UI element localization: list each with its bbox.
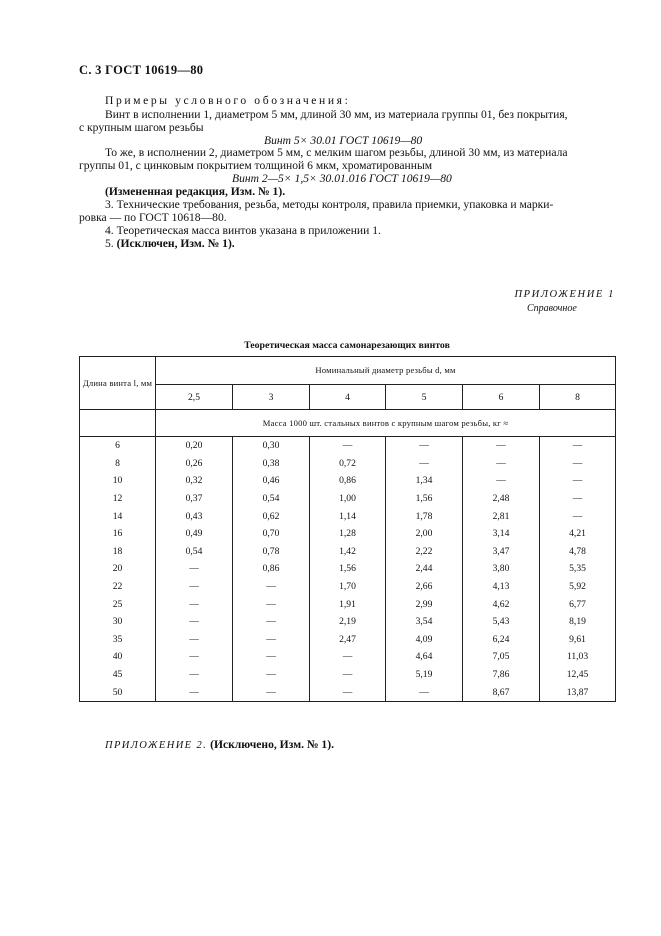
mass-cell: 0,30 <box>233 437 310 455</box>
mass-cell: — <box>310 437 386 455</box>
mass-cell: — <box>156 613 233 631</box>
mass-cell: 2,22 <box>386 543 463 561</box>
mass-cell: 2,48 <box>463 490 540 508</box>
table-row <box>80 507 616 525</box>
mass-cell: 0,37 <box>156 490 233 508</box>
mass-cell: 0,32 <box>156 472 233 490</box>
mass-cell: 12,45 <box>540 666 616 684</box>
mass-header: Масса 1000 шт. стальных винтов с крупным шагом резьбы, кг ≈ <box>262 417 509 428</box>
mass-cell: — <box>156 560 233 578</box>
appendix-2 <box>105 738 334 753</box>
length-cell: 30 <box>80 613 156 631</box>
length-cell: 22 <box>80 578 156 596</box>
mass-cell: 8,67 <box>463 683 540 701</box>
mass-cell: 2,66 <box>386 578 463 596</box>
mass-cell: — <box>310 683 386 701</box>
mass-cell: — <box>310 666 386 684</box>
mass-cell: — <box>463 437 540 455</box>
appendix-2-text: (Исключено, Изм. № 1). <box>210 738 334 751</box>
mass-cell: 0,86 <box>310 472 386 490</box>
mass-cell: 6,77 <box>540 595 616 613</box>
mass-cell: — <box>540 490 616 508</box>
mass-cell: 0,62 <box>233 507 310 525</box>
length-cell: 40 <box>80 648 156 666</box>
table-row <box>80 648 616 666</box>
clause-3: 3. Технические требования, резьба, методы контроля, правила приемки, упаковка и марки- <box>105 198 554 211</box>
table-row <box>80 560 616 578</box>
row-header: Длина винта l, мм <box>82 377 153 388</box>
table-row <box>80 613 616 631</box>
clause-5-number: 5. <box>105 237 114 250</box>
examples-title: Примеры условного обозначения: <box>105 94 351 107</box>
mass-cell: 2,00 <box>386 525 463 543</box>
mass-cell: 3,14 <box>463 525 540 543</box>
example-1-text-cont: с крупным шагом резьбы <box>79 121 204 134</box>
diameter-cell: 4 <box>310 385 386 410</box>
empty-cell <box>80 410 156 437</box>
length-cell: 16 <box>80 525 156 543</box>
mass-cell: — <box>386 437 463 455</box>
revision-note: (Измененная редакция, Изм. № 1). <box>105 185 286 198</box>
table-row <box>80 472 616 490</box>
table-row <box>80 455 616 473</box>
length-cell: 14 <box>80 507 156 525</box>
example-2-designation: Винт 2—5× 1,5× 30.01.016 ГОСТ 10619—80 <box>232 172 452 185</box>
mass-cell: 5,35 <box>540 560 616 578</box>
mass-cell: 1,34 <box>386 472 463 490</box>
length-cell: 10 <box>80 472 156 490</box>
mass-cell: 0,54 <box>156 543 233 561</box>
mass-cell: 1,56 <box>386 490 463 508</box>
mass-cell: 2,99 <box>386 595 463 613</box>
mass-cell: 2,47 <box>310 631 386 649</box>
mass-cell: 5,92 <box>540 578 616 596</box>
mass-cell: 5,43 <box>463 613 540 631</box>
mass-cell: 0,46 <box>233 472 310 490</box>
mass-cell: 3,54 <box>386 613 463 631</box>
table-row <box>80 437 616 455</box>
mass-cell: — <box>310 648 386 666</box>
mass-cell: — <box>156 666 233 684</box>
mass-cell: 1,91 <box>310 595 386 613</box>
example-1-designation: Винт 5× 30.01 ГОСТ 10619—80 <box>264 134 423 147</box>
mass-cell: 4,78 <box>540 543 616 561</box>
mass-cell: 4,64 <box>386 648 463 666</box>
mass-cell: 4,62 <box>463 595 540 613</box>
mass-cell: 0,20 <box>156 437 233 455</box>
table-row <box>80 490 616 508</box>
diameter-cell: 6 <box>463 385 540 410</box>
table-row <box>80 666 616 684</box>
mass-cell: — <box>233 666 310 684</box>
mass-cell: — <box>540 437 616 455</box>
table-title: Теоретическая масса самонарезающих винтов <box>244 340 450 351</box>
mass-cell: 0,72 <box>310 455 386 473</box>
mass-cell: 8,19 <box>540 613 616 631</box>
mass-cell: 2,44 <box>386 560 463 578</box>
diameter-cell: 3 <box>233 385 310 410</box>
table-row <box>80 683 616 701</box>
mass-cell: — <box>233 613 310 631</box>
mass-cell: 1,28 <box>310 525 386 543</box>
table-row <box>80 525 616 543</box>
appendix-2-label: ПРИЛОЖЕНИЕ 2. <box>105 740 208 751</box>
diameter-header: Номинальный диаметр резьбы d, мм <box>315 365 456 375</box>
clause-3-cont: ровка — по ГОСТ 10618—80. <box>79 211 227 224</box>
mass-cell: — <box>233 595 310 613</box>
page-header: С. 3 ГОСТ 10619—80 <box>79 63 204 77</box>
mass-cell: 1,42 <box>310 543 386 561</box>
example-1-text: Винт в исполнении 1, диаметром 5 мм, длиной 30 мм, из материала группы 01, без покрытия, <box>105 108 568 121</box>
mass-cell: 5,19 <box>386 666 463 684</box>
mass-cell: 7,86 <box>463 666 540 684</box>
mass-cell: — <box>233 578 310 596</box>
length-cell: 12 <box>80 490 156 508</box>
table-row <box>80 595 616 613</box>
length-cell: 20 <box>80 560 156 578</box>
mass-cell: 1,56 <box>310 560 386 578</box>
diameter-cell: 8 <box>540 385 616 410</box>
mass-cell: — <box>156 648 233 666</box>
mass-cell: 13,87 <box>540 683 616 701</box>
mass-cell: 3,80 <box>463 560 540 578</box>
mass-cell: — <box>463 455 540 473</box>
mass-header-cell <box>156 410 616 437</box>
mass-cell: — <box>540 455 616 473</box>
mass-cell: — <box>156 683 233 701</box>
diameter-cell: 5 <box>386 385 463 410</box>
mass-cell: — <box>233 683 310 701</box>
mass-cell: 1,70 <box>310 578 386 596</box>
row-header-cell <box>80 357 156 410</box>
mass-cell: — <box>540 507 616 525</box>
mass-cell: 0,38 <box>233 455 310 473</box>
table-row <box>80 631 616 649</box>
mass-cell: 4,21 <box>540 525 616 543</box>
table-row <box>80 543 616 561</box>
mass-cell: 0,78 <box>233 543 310 561</box>
clause-5 <box>105 237 235 251</box>
length-cell: 50 <box>80 683 156 701</box>
mass-cell: 11,03 <box>540 648 616 666</box>
diameter-header-cell <box>156 357 616 385</box>
mass-cell: — <box>463 472 540 490</box>
mass-cell: 1,78 <box>386 507 463 525</box>
mass-cell: — <box>540 472 616 490</box>
length-cell: 45 <box>80 666 156 684</box>
mass-cell: 0,70 <box>233 525 310 543</box>
mass-cell: 0,54 <box>233 490 310 508</box>
mass-cell: 4,09 <box>386 631 463 649</box>
mass-cell: 6,24 <box>463 631 540 649</box>
clause-4: 4. Теоретическая масса винтов указана в приложении 1. <box>105 224 381 237</box>
table-body <box>80 437 616 702</box>
example-2-text: То же, в исполнении 2, диаметром 5 мм, с мелким шагом резьбы, длиной 30 мм, из материала <box>105 146 568 159</box>
mass-cell: — <box>156 595 233 613</box>
length-cell: 35 <box>80 631 156 649</box>
appendix-1-sublabel: Справочное <box>527 303 577 314</box>
diameter-cell: 2,5 <box>156 385 233 410</box>
length-cell: 8 <box>80 455 156 473</box>
example-2-text-cont: группы 01, с цинковым покрытием толщиной 6 мкм, хроматированным <box>79 159 433 172</box>
mass-cell: 0,26 <box>156 455 233 473</box>
mass-cell: — <box>386 455 463 473</box>
mass-cell: 4,13 <box>463 578 540 596</box>
clause-5-text: (Исключен, Изм. № 1). <box>116 237 235 250</box>
mass-cell: — <box>233 631 310 649</box>
length-cell: 6 <box>80 437 156 455</box>
table-row <box>80 578 616 596</box>
length-cell: 25 <box>80 595 156 613</box>
appendix-1-label: ПРИЛОЖЕНИЕ 1 <box>514 289 615 300</box>
mass-cell: 2,19 <box>310 613 386 631</box>
mass-cell: — <box>386 683 463 701</box>
mass-cell: 3,47 <box>463 543 540 561</box>
mass-cell: 7,05 <box>463 648 540 666</box>
mass-cell: 0,49 <box>156 525 233 543</box>
length-cell: 18 <box>80 543 156 561</box>
mass-cell: 9,61 <box>540 631 616 649</box>
mass-cell: — <box>233 648 310 666</box>
mass-cell: 0,43 <box>156 507 233 525</box>
mass-cell: 1,14 <box>310 507 386 525</box>
mass-cell: 1,00 <box>310 490 386 508</box>
mass-cell: 2,81 <box>463 507 540 525</box>
mass-cell: — <box>156 631 233 649</box>
mass-table <box>79 356 616 702</box>
mass-cell: — <box>156 578 233 596</box>
mass-cell: 0,86 <box>233 560 310 578</box>
